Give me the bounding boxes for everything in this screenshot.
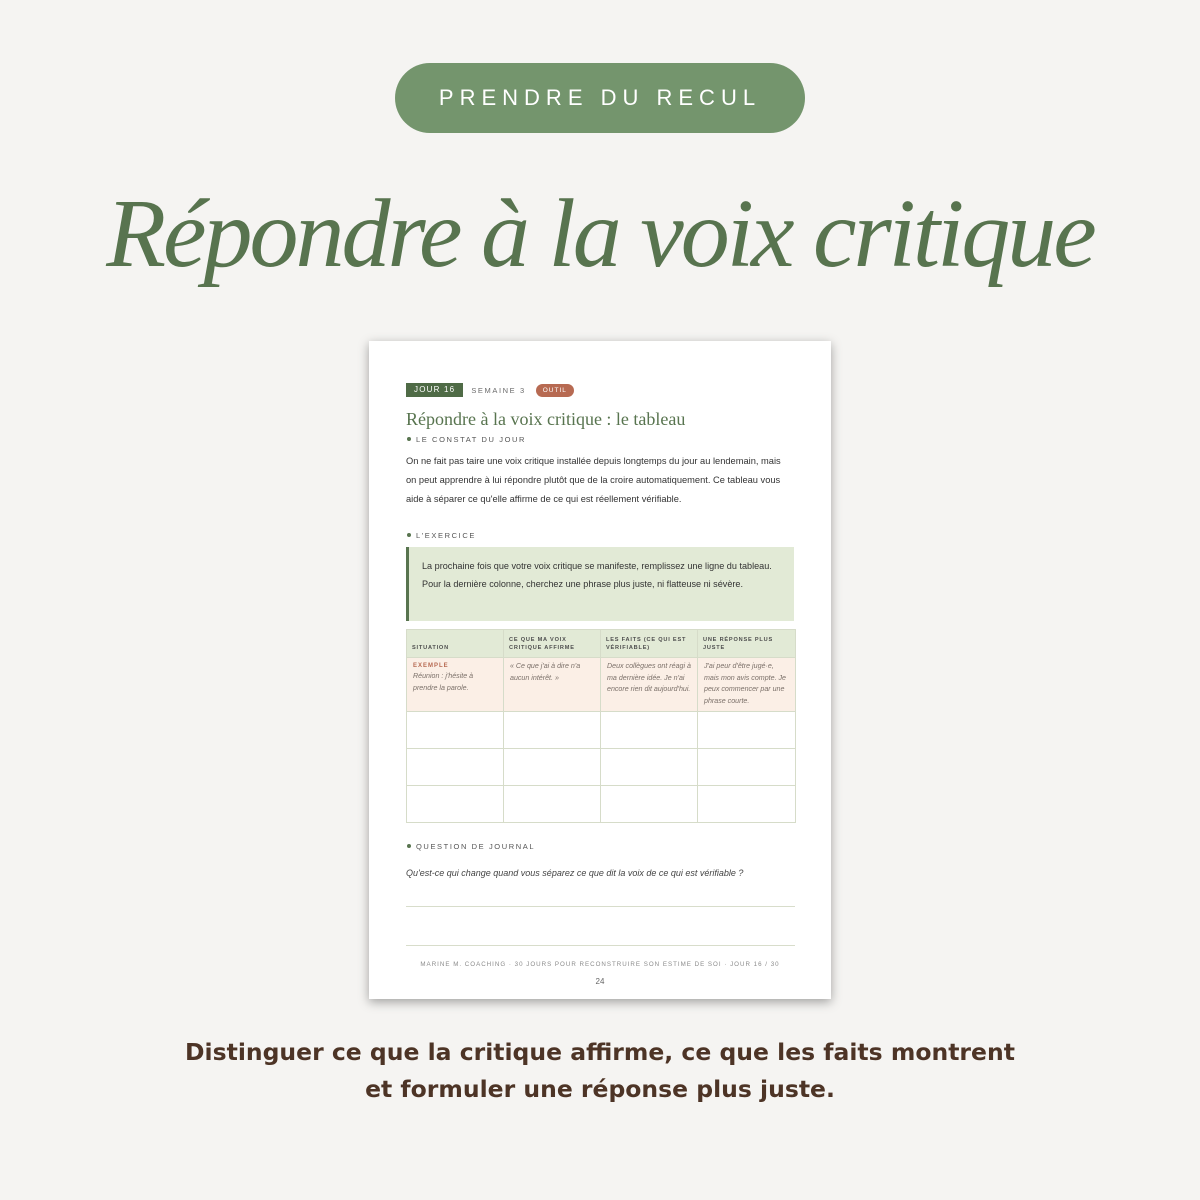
exercise-callout: La prochaine fois que votre voix critique se manifeste, remplissez une ligne du tableau. Pour la dernière colonne, cherchez une phrase plus juste, ni flatteuse ni sévère. xyxy=(406,547,794,621)
table-row-example xyxy=(407,658,796,712)
example-situation: Réunion : j'hésite à prendre la parole. xyxy=(413,672,474,692)
table-cell-empty xyxy=(698,786,796,823)
table-cell-empty xyxy=(407,712,504,749)
bullet-dot-icon xyxy=(407,437,411,441)
table-header: CE QUE MA VOIX CRITIQUE AFFIRME xyxy=(504,630,601,658)
example-label: EXEMPLE xyxy=(413,663,449,669)
section-label-journal: QUESTION DE JOURNAL xyxy=(407,842,535,851)
page-title: Répondre à la voix critique : le tableau xyxy=(406,409,686,429)
table-cell-empty xyxy=(504,786,601,823)
caption-line-1: Distinguer ce que la critique affirme, ce que les faits montrent xyxy=(185,1038,1015,1066)
table-cell-empty xyxy=(698,712,796,749)
table-cell-empty xyxy=(504,712,601,749)
table-header: UNE RÉPONSE PLUS JUSTE xyxy=(698,630,796,658)
week-tag: SEMAINE 3 xyxy=(471,385,526,395)
table-cell-empty xyxy=(601,749,698,786)
section-label-exercice: L'EXERCICE xyxy=(407,531,476,540)
table-row xyxy=(407,712,796,749)
footer-divider xyxy=(406,945,795,946)
section-label-constat: LE CONSTAT DU JOUR xyxy=(407,435,526,444)
table-cell-empty xyxy=(504,749,601,786)
table-header: LES FAITS (CE QUI EST VÉRIFIABLE) xyxy=(601,630,698,658)
table-cell-empty xyxy=(407,786,504,823)
category-banner: PRENDRE DU RECUL xyxy=(395,63,805,133)
constat-text: On ne fait pas taire une voix critique installée depuis longtemps du jour au lendemain, mais on peut apprendre à lui répondre plutôt que de la croire automatiquement. Ce tableau vous aide à séparer ce qu'elle affirme de ce qui est réellement vérifiable. xyxy=(406,456,781,504)
caption-line-2: et formuler une réponse plus juste. xyxy=(365,1075,835,1103)
table-cell-empty xyxy=(698,749,796,786)
tag-row xyxy=(406,383,574,397)
bullet-dot-icon xyxy=(407,533,411,537)
day-tag: JOUR 16 xyxy=(406,383,463,397)
table-cell-empty xyxy=(601,712,698,749)
table-row xyxy=(407,749,796,786)
table-cell: « Ce que j'ai à dire n'a aucun intérêt. » xyxy=(504,658,601,712)
caption xyxy=(0,1034,1200,1108)
headline: Répondre à la voix critique xyxy=(106,180,1094,288)
tool-badge: OUTIL xyxy=(536,384,574,397)
table-cell-empty xyxy=(601,786,698,823)
page-number: 24 xyxy=(595,977,605,986)
table-row xyxy=(407,786,796,823)
table-cell: J'ai peur d'être jugé·e, mais mon avis compte. Je peux commencer par une phrase courte. xyxy=(698,658,796,712)
critique-table xyxy=(406,629,796,823)
table-cell-empty xyxy=(407,749,504,786)
table-header: SITUATION xyxy=(407,630,504,658)
table-cell xyxy=(407,658,504,712)
bullet-dot-icon xyxy=(407,844,411,848)
table-header-row xyxy=(407,630,796,658)
table-cell: Deux collègues ont réagi à ma dernière idée. Je n'ai encore rien dit aujourd'hui. xyxy=(601,658,698,712)
answer-line xyxy=(406,906,795,907)
document-page xyxy=(369,341,831,999)
journal-question: Qu'est-ce qui change quand vous séparez ce que dit la voix de ce qui est vérifiable ? xyxy=(406,868,744,878)
page-footer: MARINE M. COACHING · 30 JOURS POUR RECONSTRUIRE SON ESTIME DE SOI · JOUR 16 / 30 xyxy=(420,961,780,968)
